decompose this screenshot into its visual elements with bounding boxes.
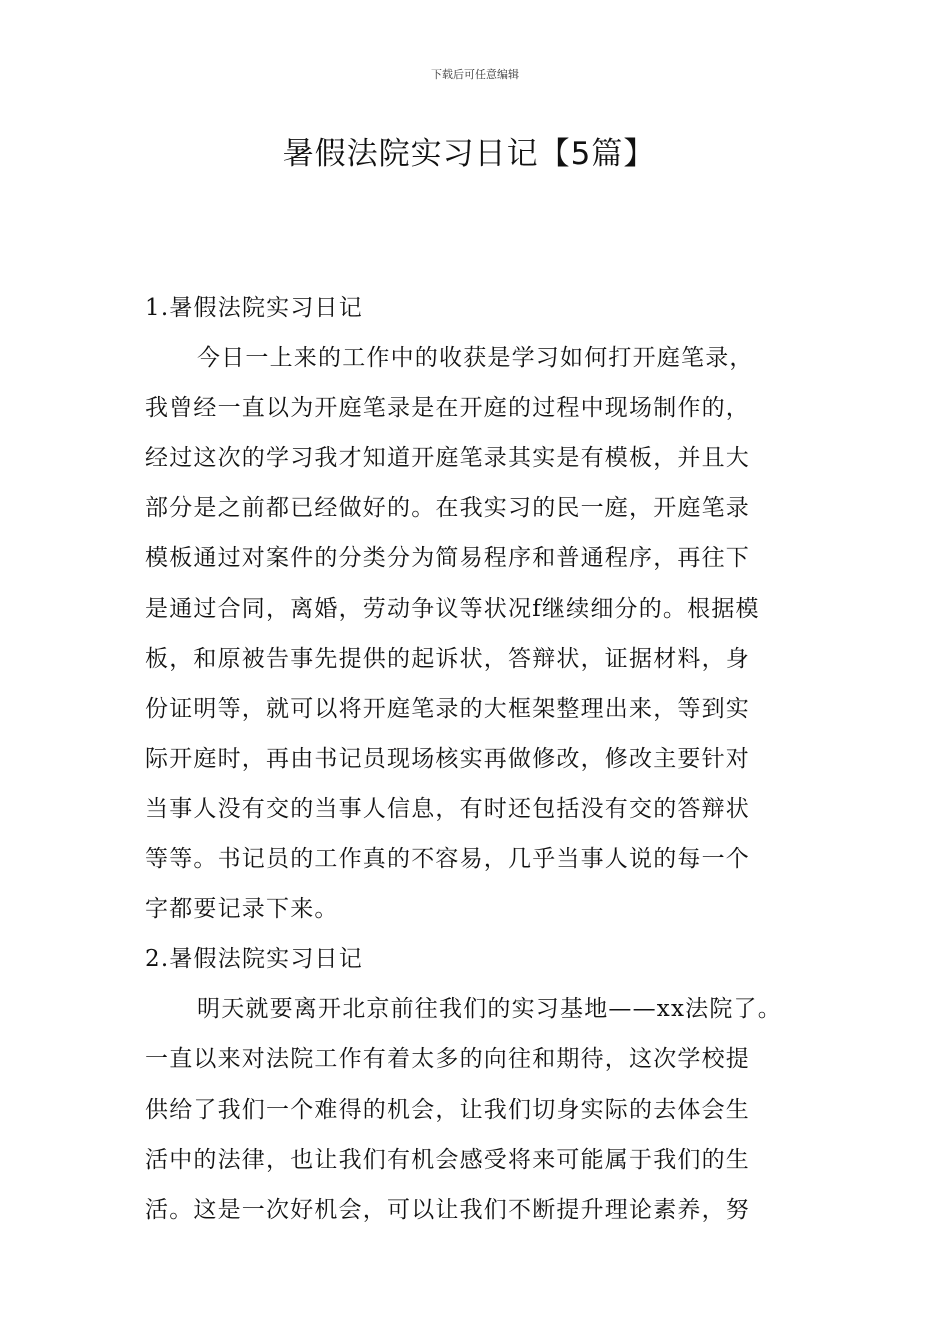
paragraph-line: 明天就要离开北京前往我们的实习基地——xx法院了。 bbox=[197, 996, 782, 1023]
section-2-paragraph bbox=[145, 984, 815, 1234]
paragraph-line: 份证明等，就可以将开庭笔录的大框架整理出来，等到实 bbox=[145, 695, 750, 722]
paragraph-line: 一直以来对法院工作有着太多的向往和期待，这次学校提 bbox=[145, 1046, 750, 1073]
paragraph-line: 等等。书记员的工作真的不容易，几乎当事人说的每一个 bbox=[145, 846, 750, 873]
paragraph-line: 际开庭时，再由书记员现场核实再做修改，修改主要针对 bbox=[145, 745, 750, 772]
document-title: 暑假法院实习日记【5篇】 bbox=[282, 136, 656, 172]
section-1-paragraph bbox=[145, 333, 815, 934]
paragraph-line: 今日一上来的工作中的收获是学习如何打开庭笔录， bbox=[197, 345, 754, 372]
paragraph-line: 我曾经一直以为开庭笔录是在开庭的过程中现场制作的， bbox=[145, 395, 750, 422]
paragraph-line: 模板通过对案件的分类分为简易程序和普通程序，再往下 bbox=[145, 545, 750, 572]
paragraph-line: 是通过合同，离婚，劳动争议等状况f继续细分的。根据模 bbox=[145, 595, 760, 622]
paragraph-line: 部分是之前都已经做好的。在我实习的民一庭，开庭笔录 bbox=[145, 495, 750, 522]
paragraph-line: 板，和原被告事先提供的起诉状，答辩状，证据材料，身 bbox=[145, 645, 750, 672]
paragraph-line: 活中的法律，也让我们有机会感受将来可能属于我们的生 bbox=[145, 1146, 750, 1173]
paragraph-line: 供给了我们一个难得的机会，让我们切身实际的去体会生 bbox=[145, 1096, 750, 1123]
paragraph-line: 活。这是一次好机会，可以让我们不断提升理论素养，努 bbox=[145, 1196, 750, 1223]
paragraph-line: 当事人没有交的当事人信息，有时还包括没有交的答辩状 bbox=[145, 795, 750, 822]
paragraph-line: 字都要记录下来。 bbox=[145, 896, 339, 923]
document-body bbox=[145, 283, 815, 1235]
paragraph-line: 经过这次的学习我才知道开庭笔录其实是有模板，并且大 bbox=[145, 445, 750, 472]
section-heading-2: 2.暑假法院实习日记 bbox=[145, 946, 363, 973]
header-note: 下载后可任意编辑 bbox=[431, 68, 519, 81]
section-heading-1: 1.暑假法院实习日记 bbox=[145, 295, 363, 321]
